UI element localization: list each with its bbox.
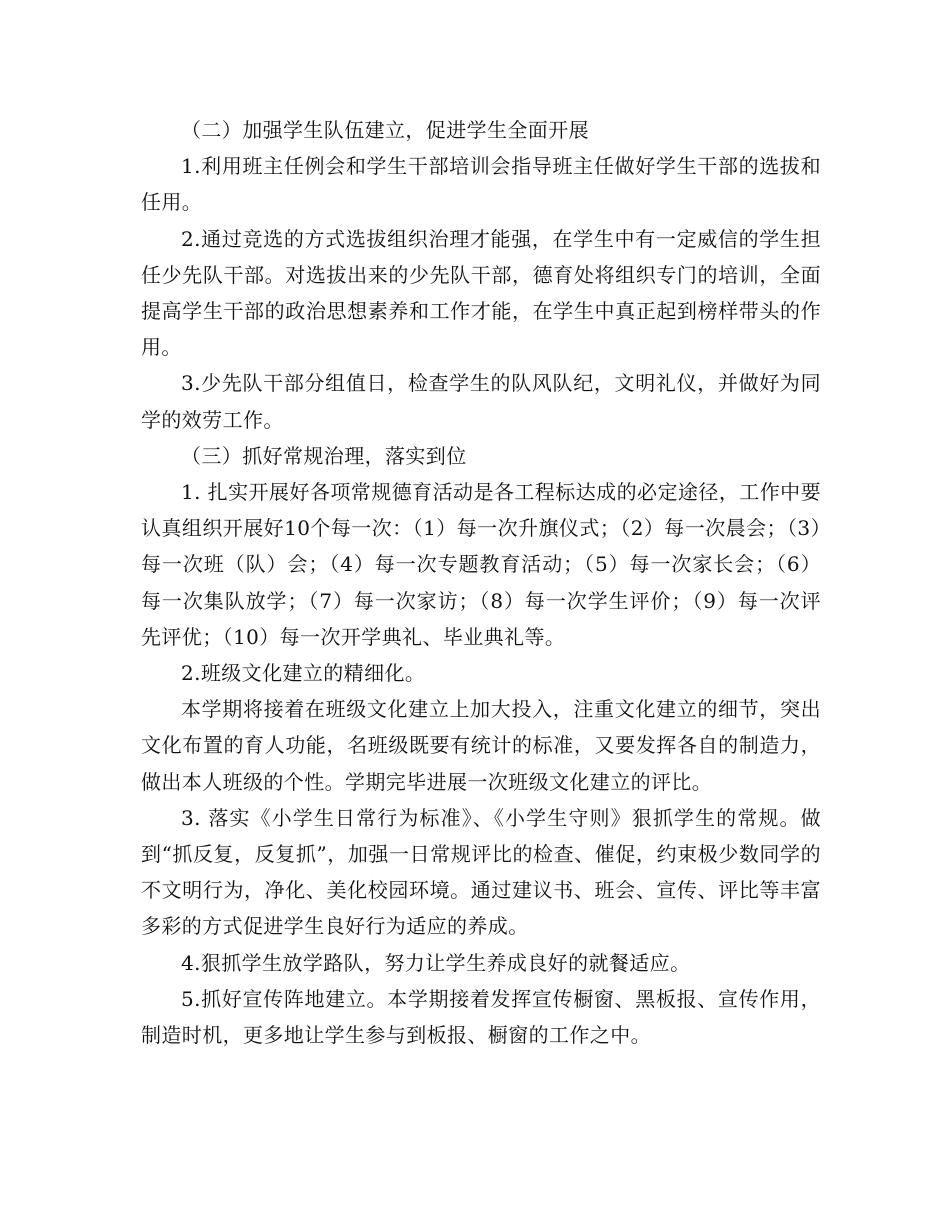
section-heading-3: （三）抓好常规治理，落实到位 <box>181 443 467 468</box>
paragraph-item-1: 1.利用班主任例会和学生干部培训会指导班主任做好学生干部的选拔和任用。 <box>141 154 821 215</box>
paragraph-item-1: 1. 扎实开展好各项常规德育活动是各工程标达成的必定途径，工作中要认真组织开展好10个每一次：（1）每一次升旗仪式；（2）每一次晨会；（3）每一次班（队）会；（4）每一次专题教育活动；（5）每一次家长会；（6）每一次集队放学；（7）每一次家访；（8）每一次学生评价；（9）每一次评先评优；（10）每一次开学典礼、毕业典礼等。 <box>141 480 821 649</box>
paragraph-item-3: 3.少先队干部分组值日，检查学生的队风队纪，文明礼仪，并做好为同学的效劳工作。 <box>141 371 821 432</box>
paragraph-item-2: 2.班级文化建立的精细化。 <box>181 661 426 686</box>
paragraph-item-5: 5.抓好宣传阵地建立。本学期接着发挥宣传橱窗、黑板报、宣传作用，制造时机，更多地让学生参与到板报、橱窗的工作之中。 <box>141 986 821 1048</box>
paragraph-item-4: 4.狠抓学生放学路队，努力让学生养成良好的就餐适应。 <box>181 950 691 975</box>
paragraph-item-3: 3. 落实《小学生日常行为标准》、《小学生守则》狠抓学生的常规。做到“抓反复，反复抓”，加强一日常规评比的检查、催促，约束极少数同学的不文明行为，净化、美化校园环境。通过建议书、班会、宣传、评比等丰富多彩的方式促进学生良好行为适应的养成。 <box>141 805 821 939</box>
document-body <box>141 112 821 1053</box>
section-heading-2: （二）加强学生队伍建立，促进学生全面开展 <box>181 118 589 142</box>
paragraph-item-2: 2.通过竞选的方式选拔组织治理才能强，在学生中有一定威信的学生担任少先队干部。对选拔出来的少先队干部，德育处将组织专门的培训，全面提高学生干部的政治思想素养和工作才能，在学生中真正起到榜样带头的作用。 <box>141 226 821 360</box>
paragraph-body: 本学期将接着在班级文化建立上加大投入，注重文化建立的细节，突出文化布置的育人功能，名班级既要有统计的标准，又要发挥各自的制造力，做出本人班级的个性。学期完毕进展一次班级文化建立的评比。 <box>141 697 821 794</box>
